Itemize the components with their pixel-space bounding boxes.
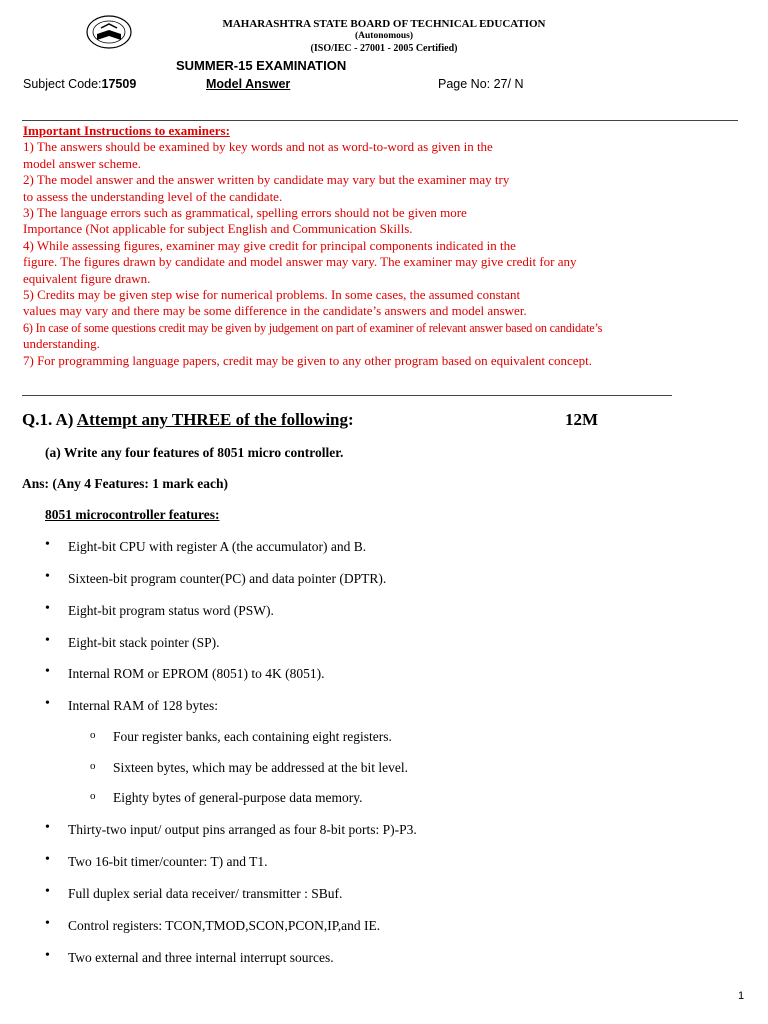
question-marks: 12M [565, 410, 599, 429]
header-divider [22, 120, 738, 121]
instructions-divider [22, 395, 672, 396]
instruction-line: understanding. [23, 336, 100, 352]
instructions-block [23, 123, 743, 369]
subject-code [23, 77, 136, 91]
page-no: Page No: 27/ N [438, 77, 524, 91]
instruction-line: Importance (Not applicable for subject English and Communication Skills. [23, 221, 413, 237]
org-name: MAHARASHTRA STATE BOARD OF TECHNICAL EDUCATION [222, 18, 546, 30]
instruction-line: 2) The model answer and the answer written by candidate may vary but the examiner may try [23, 172, 510, 188]
exam-title: SUMMER-15 EXAMINATION [176, 58, 347, 73]
instruction-line: 1) The answers should be examined by key words and not as word-to-word as given in the [23, 139, 493, 155]
page-number: 1 [738, 990, 745, 1002]
instruction-line: model answer scheme. [23, 155, 142, 171]
org-sub: (Autonomous) [354, 31, 414, 41]
instruction-line: values may vary and there may be some difference in the candidate’s answers and model answer. [23, 303, 527, 319]
features-heading: 8051 microcontroller features: [45, 507, 220, 522]
instructions-title: Important Instructions to examiners: [23, 123, 230, 138]
question-heading [22, 410, 354, 430]
instruction-line: 3) The language errors such as grammatical, spelling errors should not be given more [23, 205, 467, 221]
model-answer-label: Model Answer [206, 77, 291, 91]
instruction-line: figure. The figures drawn by candidate and model answer may vary. The examiner may give credit for any [23, 254, 577, 270]
instruction-line: equivalent figure drawn. [23, 270, 151, 286]
answer-note: Ans: (Any 4 Features: 1 mark each) [22, 476, 228, 491]
sub-question: (a) Write any four features of 8051 micro controller. [45, 445, 344, 460]
svg-text:· · · ·: · · · · [104, 18, 114, 23]
instruction-line: 4) While assessing figures, examiner may give credit for principal components indicated in the [23, 237, 516, 253]
question-colon: : [348, 410, 354, 429]
instruction-line: 6) In case of some questions credit may be given by judgement on part of examiner of relevant answer based on candidate’s [23, 320, 603, 335]
subject-code-label: Subject Code: [23, 77, 102, 91]
subject-code-value: 17509 [101, 77, 137, 91]
question-number: Q.1. A) [22, 410, 77, 429]
instruction-line: to assess the understanding level of the candidate. [23, 188, 283, 204]
instruction-line: 5) Credits may be given step wise for numerical problems. In some cases, the assumed constant [23, 287, 521, 303]
instruction-line: 7) For programming language papers, credit may be given to any other program based on equivalent concept. [23, 352, 592, 368]
question-title: Attempt any THREE of the following [76, 410, 349, 429]
iso-certification: (ISO/IEC - 27001 - 2005 Certified) [310, 43, 458, 54]
